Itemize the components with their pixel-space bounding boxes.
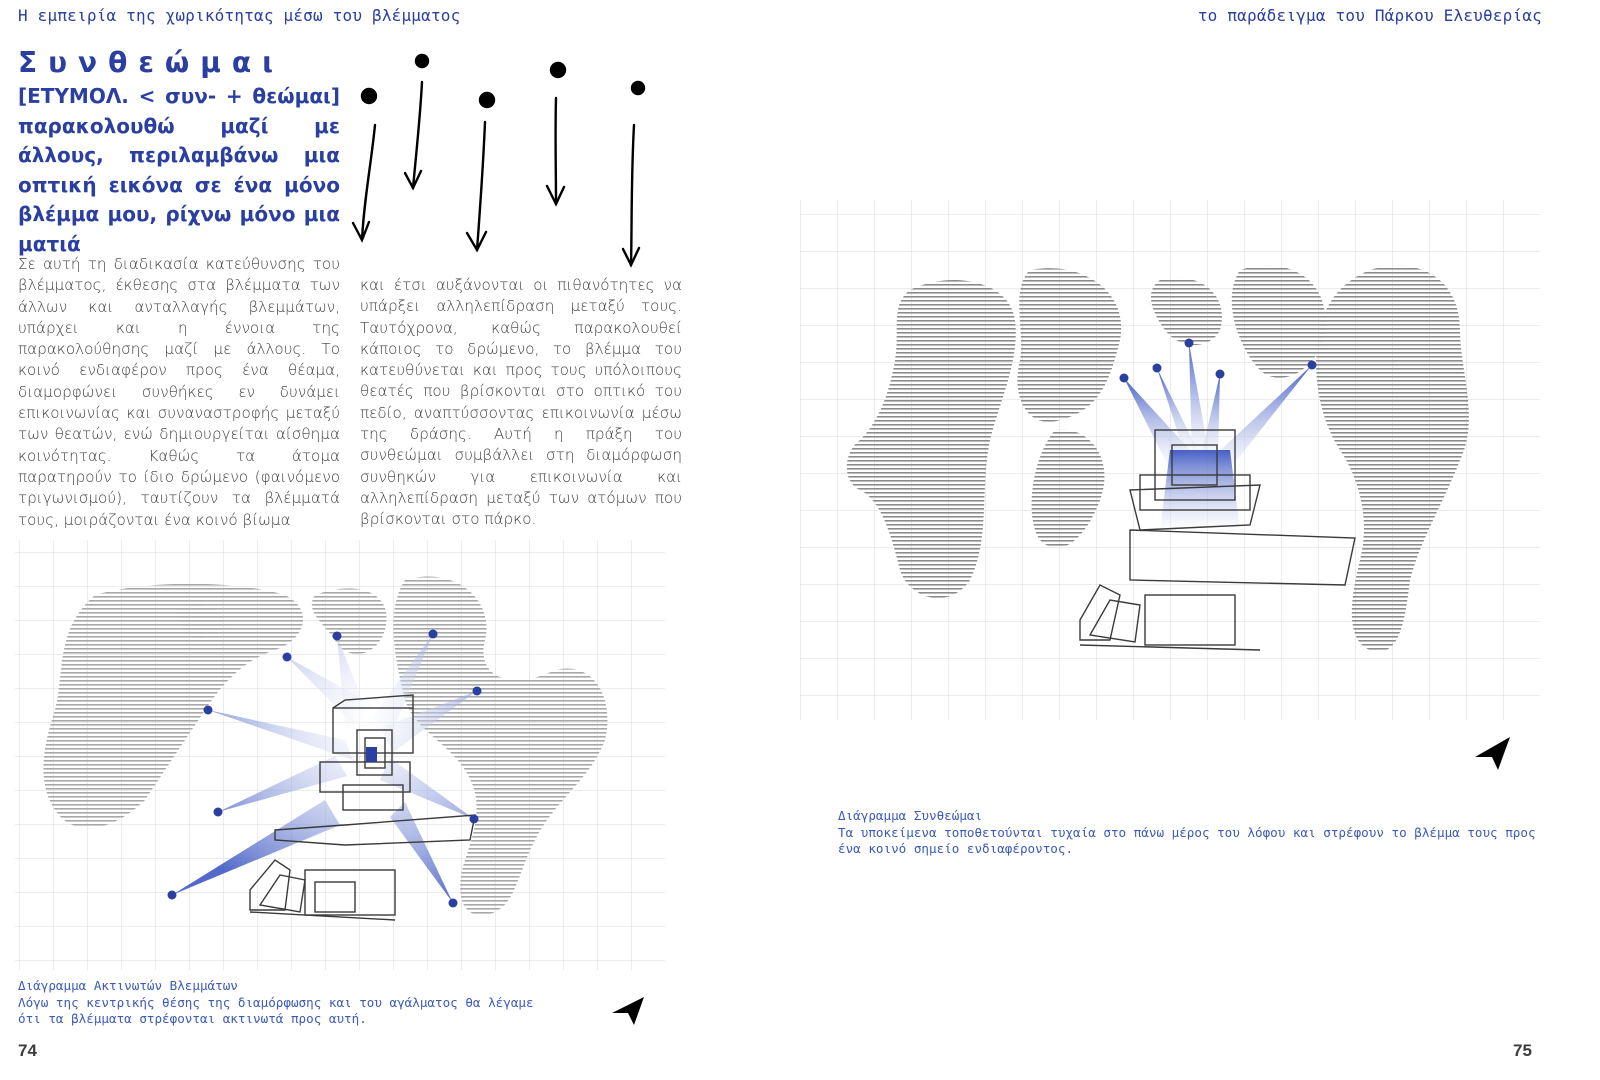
downward-gaze-arrow-icon	[353, 89, 376, 240]
caption-left	[18, 978, 538, 1028]
title-block	[18, 44, 340, 259]
downward-gaze-arrow-icon	[467, 93, 494, 250]
gaze-arrows-illustration	[340, 50, 670, 275]
header-right: το παράδειγμα του Πάρκου Ελευθερίας	[1197, 6, 1542, 25]
caption-left-title: Διάγραμμα Ακτινωτών Βλεμμάτων	[18, 978, 238, 993]
caption-left-text: Λόγω της κεντρικής θέσης της διαμόρφωσης και του αγάλματος θα λέγαμε ότι τα βλέμματα στρέφονται ακτινωτά προς αυτή.	[18, 994, 534, 1026]
body-text-column-1: Σε αυτή τη διαδικασία κατεύθυνσης του βλέμματος, έκθεσης στα βλέμματα των άλλων και ανταλλαγής βλεμμάτων, υπάρχει και η έννοια της παρακολούθησης μαζί με άλλους. Το κοινό ενδιαφέρον προς ένα θέαμα, διαμορφώνει συνθήκες εν δυνάμει επικοινωνίας και συναναστροφής μεταξύ των θεατών, ενώ δημιουργείται αίσθημα κοινότητας. Καθώς τα άτομα παρατηρούν το ίδιο δρώμενο (φαινόμενο τριγωνισμού), ταυτίζουν τα βλέμματά τους, μοιράζονται ένα κοινό βίωμα	[18, 255, 340, 529]
title-definition: [ΕΤΥΜΟΛ. < συν- + θεώμαι] παρακολουθώ μαζί με άλλους, περιλαμβάνω μια οπτική εικόνα σε ένα μόνο βλέμμα μου, ρίχνω μόνο μια ματιά	[18, 84, 340, 256]
caption-right-title: Διάγραμμα Συνθεώμαι	[838, 808, 983, 823]
north-arrow-icon	[1472, 733, 1516, 773]
header-left: Η εμπειρία της χωρικότητας μέσω του βλέμματος	[18, 6, 461, 25]
radial-gazes-diagram	[15, 540, 665, 970]
downward-gaze-arrow-icon	[623, 82, 644, 265]
caption-right-text: Τα υποκείμενα τοποθετούνται τυχαία στο πάνω μέρος του λόφου και στρέφουν το βλέμμα τους προς ένα κοινό σημείο ενδιαφέροντος.	[838, 824, 1536, 856]
body-text-column-2: και έτσι αυξάνονται οι πιθανότητες να υπάρξει αλληλεπίδραση μεταξύ τους. Ταυτόχρονα, καθώς παρακολουθεί κάποιος το δρώμενο, το βλέμμα του κατευθύνεται και προς τους υπόλοιπους θεατές που βρίσκονται στο οπτικό του πεδίο, αναπτύσσοντας επικοινωνία μέσω της δράσης. Αυτή η πράξη του συνθεώμαι συμβάλλει στη διαμόρφωση συνθηκών για επικοινωνία και αλληλεπίδραση μεταξύ των ατόμων που βρίσκονται στο πάρκο.	[360, 276, 682, 529]
downward-gaze-arrow-icon	[547, 63, 565, 204]
page-number-right: 75	[1513, 1041, 1532, 1060]
downward-gaze-arrow-icon	[405, 55, 428, 188]
caption-right	[838, 808, 1538, 858]
page-number-left: 74	[18, 1041, 37, 1060]
title-word: Συνθεώμαι	[18, 46, 285, 79]
north-arrow-icon	[610, 993, 650, 1029]
statue-marker	[366, 747, 377, 762]
co-viewing-diagram	[800, 200, 1540, 720]
